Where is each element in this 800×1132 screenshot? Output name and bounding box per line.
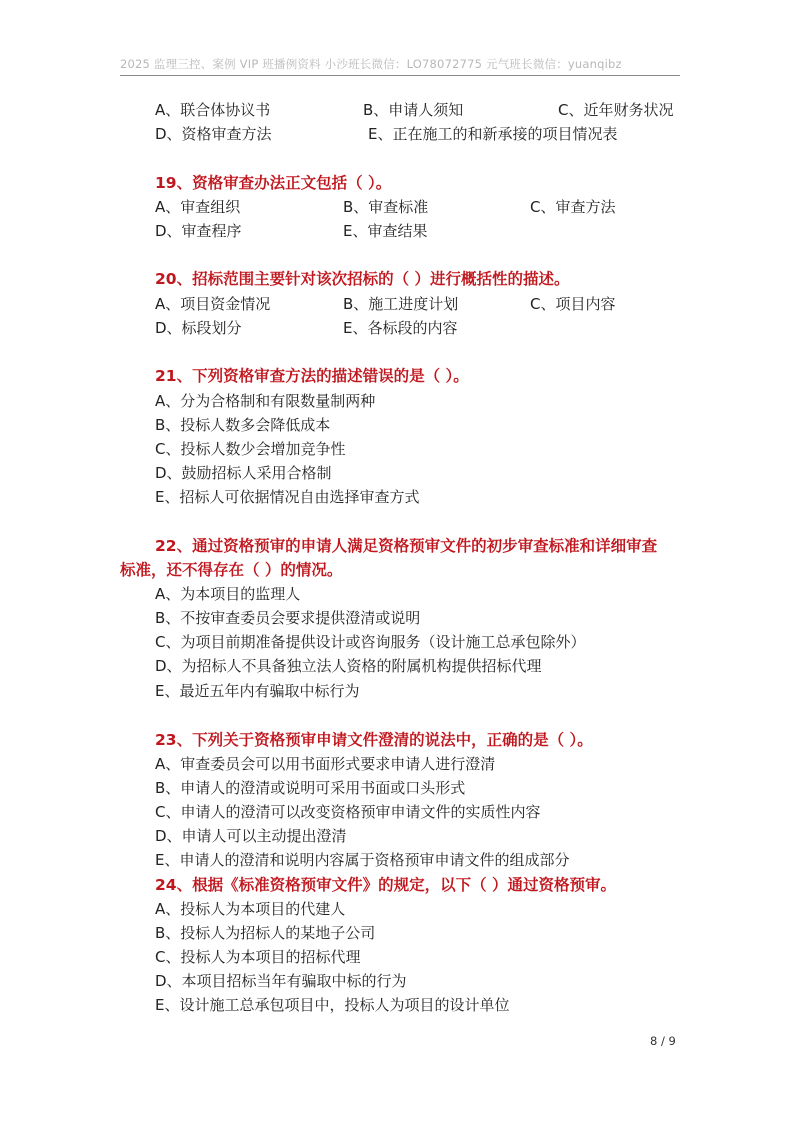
q19-title: 19、资格审查办法正文包括（ ）。 bbox=[155, 174, 392, 192]
q23-option: D、申请人可以主动提出澄清 bbox=[155, 827, 347, 845]
q21-option: E、招标人可依据情况自由选择审查方式 bbox=[155, 488, 420, 506]
q21-option: C、投标人数少会增加竞争性 bbox=[155, 440, 346, 458]
q22-option: D、为招标人不具备独立法人资格的附属机构提供招标代理 bbox=[155, 657, 542, 675]
page-header: 2025 监理三控、案例 VIP 班播例资料 小沙班长微信：LO78072775 元气班长微信：yuanqibz bbox=[120, 57, 622, 71]
q18-option-d: D、资格审查方法 bbox=[155, 125, 272, 143]
q20-option-d: D、标段划分 bbox=[155, 319, 242, 337]
q22-title-line2: 标准，还不得存在（ ）的情况。 bbox=[120, 561, 343, 579]
q21-option: D、鼓励招标人采用合格制 bbox=[155, 464, 332, 482]
q24-option: D、本项目招标当年有骗取中标的行为 bbox=[155, 972, 407, 990]
q19-option-c: C、审查方法 bbox=[530, 198, 616, 216]
q21-option: B、投标人数多会降低成本 bbox=[155, 416, 331, 434]
q21-title: 21、下列资格审查方法的描述错误的是（ ）。 bbox=[155, 367, 469, 385]
q18-option-c: C、近年财务状况 bbox=[558, 101, 674, 119]
q20-title: 20、招标范围主要针对该次招标的（ ）进行概括性的描述。 bbox=[155, 270, 570, 288]
q23-option: A、审查委员会可以用书面形式要求申请人进行澄清 bbox=[155, 755, 496, 773]
q18-option-b: B、申请人须知 bbox=[363, 101, 464, 119]
q23-title: 23、下列关于资格预审申请文件澄清的说法中，正确的是（ ）。 bbox=[155, 731, 593, 749]
q20-option-e: E、各标段的内容 bbox=[343, 319, 458, 337]
q18-option-a: A、联合体协议书 bbox=[155, 101, 271, 119]
q19-option-d: D、审查程序 bbox=[155, 222, 242, 240]
q22-option: B、不按审查委员会要求提供澄清或说明 bbox=[155, 609, 421, 627]
q24-title: 24、根据《标准资格预审文件》的规定，以下（ ）通过资格预审。 bbox=[155, 876, 616, 894]
q19-option-e: E、审查结果 bbox=[343, 222, 428, 240]
q22-option: C、为项目前期准备提供设计或咨询服务（设计施工总承包除外） bbox=[155, 633, 586, 651]
q22-option: A、为本项目的监理人 bbox=[155, 585, 301, 603]
q24-option: C、投标人为本项目的招标代理 bbox=[155, 948, 361, 966]
q24-option: B、投标人为招标人的某地子公司 bbox=[155, 924, 376, 942]
q24-option: A、投标人为本项目的代建人 bbox=[155, 900, 346, 918]
q18-option-e: E、正在施工的和新承接的项目情况表 bbox=[368, 125, 618, 143]
q23-option: B、申请人的澄清或说明可采用书面或口头形式 bbox=[155, 779, 466, 797]
q23-option: E、申请人的澄清和说明内容属于资格预审申请文件的组成部分 bbox=[155, 851, 570, 869]
q19-option-b: B、审查标准 bbox=[343, 198, 429, 216]
q20-option-b: B、施工进度计划 bbox=[343, 295, 459, 313]
q20-option-c: C、项目内容 bbox=[530, 295, 616, 313]
q24-option: E、设计施工总承包项目中，投标人为项目的设计单位 bbox=[155, 996, 510, 1014]
q19-option-a: A、审查组织 bbox=[155, 198, 241, 216]
q22-title-line1: 22、通过资格预审的申请人满足资格预审文件的初步审查标准和详细审查 bbox=[155, 537, 658, 555]
page-number: 8 / 9 bbox=[650, 1034, 676, 1048]
q20-option-a: A、项目资金情况 bbox=[155, 295, 271, 313]
q22-option: E、最近五年内有骗取中标行为 bbox=[155, 682, 360, 700]
header-divider bbox=[120, 75, 680, 76]
q23-option: C、申请人的澄清可以改变资格预审申请文件的实质性内容 bbox=[155, 803, 541, 821]
q21-option: A、分为合格制和有限数量制两种 bbox=[155, 392, 376, 410]
